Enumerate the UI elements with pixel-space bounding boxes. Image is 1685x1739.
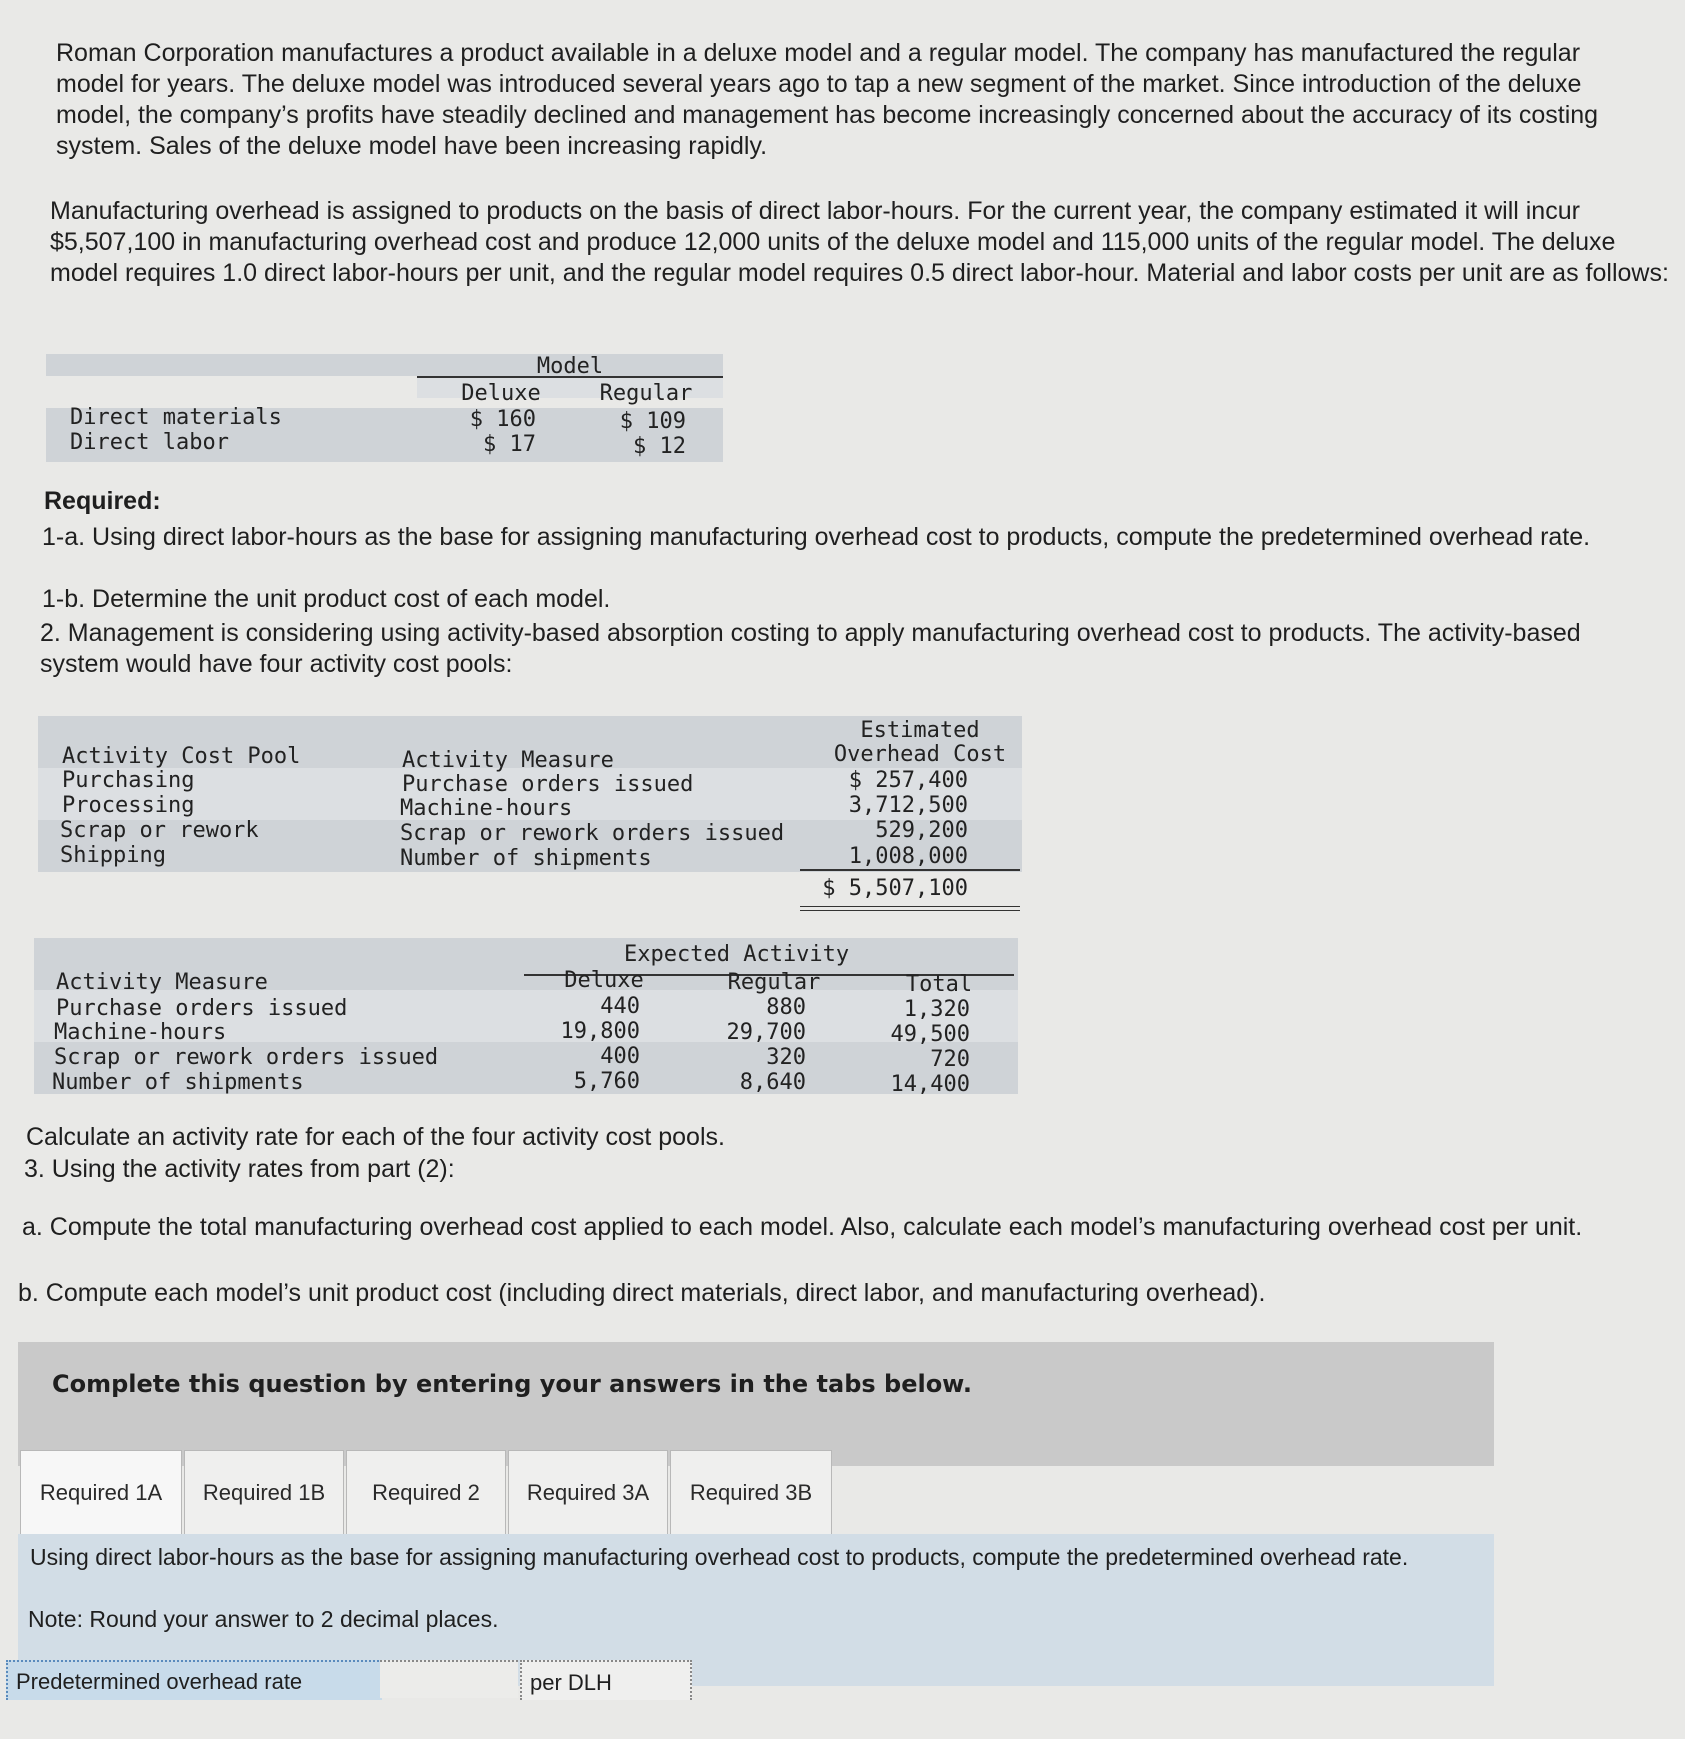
- activity-row-regular: 29,700: [726, 1020, 806, 1045]
- field-unit: [520, 1660, 692, 1700]
- activity-group-header: Expected Activity: [624, 942, 850, 967]
- pool-row-cost: $ 257,400: [848, 768, 968, 793]
- tab-required-3b[interactable]: [670, 1450, 832, 1536]
- cost-row-deluxe: $ 160: [469, 407, 536, 432]
- pool-row-pool: Shipping: [60, 843, 166, 868]
- tab-required-2[interactable]: [346, 1450, 506, 1536]
- banner-text: Complete this question by entering your answers in the tabs below.: [52, 1370, 972, 1398]
- pool-col-cost-line2: Overhead Cost: [833, 742, 1007, 767]
- cost-col-regular: Regular: [599, 381, 693, 406]
- required-heading: Required:: [44, 487, 161, 515]
- activity-row-measure: Scrap or rework orders issued: [54, 1045, 439, 1070]
- activity-row-measure: Number of shipments: [52, 1070, 304, 1095]
- cost-row-label: Direct labor: [70, 430, 229, 455]
- pool-row-cost: 1,008,000: [848, 844, 968, 869]
- pool-row-pool: Purchasing: [62, 768, 195, 793]
- intro-paragraph-1: Roman Corporation manufactures a product available in a deluxe model and a regular model. The company has manufactured the regular model for years. The deluxe model was introduced several years ago to tap a new segment of the market. Since introduction of the deluxe model, the company’s profits have steadily declined and management has become increasingly concerned about the accuracy of its costing system. Sales of the deluxe model have been increasing rapidly.: [56, 39, 1599, 160]
- required-3a: a. Compute the total manufacturing overhead cost applied to each model. Also, calculate each model’s manufacturing overhead cost per unit.: [22, 1213, 1583, 1241]
- pool-row-cost: 3,712,500: [848, 793, 968, 818]
- activity-row-deluxe: 19,800: [560, 1019, 640, 1044]
- pool-row-pool: Processing: [62, 793, 195, 818]
- cost-col-deluxe: Deluxe: [461, 381, 541, 406]
- cost-row-regular: $ 12: [633, 434, 686, 459]
- pool-row-measure: Scrap or rework orders issued: [400, 821, 785, 846]
- tab-label: Required 1A: [39, 1480, 163, 1505]
- activity-row-regular: 320: [766, 1045, 806, 1070]
- cost-row-deluxe: $ 17: [483, 432, 536, 457]
- required-3: 3. Using the activity rates from part (2):: [24, 1155, 455, 1183]
- field-label: [6, 1660, 382, 1700]
- pool-row-measure: Purchase orders issued: [402, 772, 694, 797]
- required-1a: 1-a. Using direct labor-hours as the base for assigning manufacturing overhead cost to products, compute the predetermined overhead rate.: [42, 523, 1591, 551]
- activity-row-total: 1,320: [903, 997, 970, 1022]
- pool-row-measure: Number of shipments: [400, 846, 652, 871]
- activity-col-total: Total: [905, 972, 973, 997]
- required-2: 2. Management is considering using activity-based absorption costing to apply manufacturing overhead cost to products. The activity-based system would have four activity cost pools:: [40, 619, 1581, 678]
- panel-note: Note: Round your answer to 2 decimal places.: [28, 1606, 499, 1632]
- required-1b: 1-b. Determine the unit product cost of each model.: [42, 585, 611, 613]
- activity-table: [34, 938, 1018, 1102]
- panel-instruction: Using direct labor-hours as the base for assigning manufacturing overhead cost to products, compute the predetermined overhead rate.: [30, 1544, 1409, 1570]
- activity-col-measure: Activity Measure: [56, 970, 268, 995]
- tab-label: Required 1B: [202, 1480, 326, 1505]
- activity-row-total: 49,500: [890, 1022, 970, 1047]
- instruction-banner: [18, 1342, 1494, 1466]
- cost-table: [46, 354, 723, 462]
- activity-row-deluxe: 440: [600, 994, 640, 1019]
- cost-row-regular: $ 109: [619, 409, 686, 434]
- pool-row-pool: Scrap or rework: [60, 818, 259, 843]
- pool-row-measure: Machine-hours: [400, 796, 573, 821]
- pool-row-cost: 529,200: [875, 818, 968, 843]
- activity-row-regular: 880: [766, 995, 806, 1020]
- calc-activity-rate: Calculate an activity rate for each of the four activity cost pools.: [26, 1123, 725, 1151]
- activity-col-regular: Regular: [727, 970, 821, 995]
- tab-label: Required 2: [372, 1480, 480, 1505]
- tab-label: Required 3A: [526, 1480, 650, 1505]
- activity-row-deluxe: 5,760: [573, 1069, 640, 1094]
- tab-required-3a[interactable]: [508, 1450, 668, 1536]
- activity-row-regular: 8,640: [739, 1070, 806, 1095]
- field-label-text: Predetermined overhead rate: [16, 1669, 303, 1694]
- tab-required-1a[interactable]: [20, 1450, 182, 1535]
- activity-row-deluxe: 400: [600, 1044, 640, 1069]
- cost-group-header: Model: [536, 354, 604, 379]
- pool-col-pool: Activity Cost Pool: [62, 744, 301, 769]
- activity-row-measure: Purchase orders issued: [56, 996, 348, 1021]
- predetermined-overhead-rate-input[interactable]: [380, 1660, 518, 1698]
- tab-required-1b[interactable]: [184, 1450, 344, 1536]
- required-3b: b. Compute each model’s unit product cost (including direct materials, direct labor, and manufacturing overhead).: [18, 1279, 1266, 1307]
- cost-row-label: Direct materials: [70, 405, 282, 430]
- activity-col-deluxe: Deluxe: [564, 968, 644, 993]
- pool-total: $ 5,507,100: [822, 876, 968, 901]
- activity-row-total: 720: [930, 1047, 970, 1072]
- tab-label: Required 3B: [689, 1480, 813, 1505]
- activity-row-total: 14,400: [890, 1072, 970, 1097]
- intro-paragraph-2: Manufacturing overhead is assigned to products on the basis of direct labor-hours. For the current year, the company estimated it will incur $5,507,100 in manufacturing overhead cost and produce 12,000 units of the deluxe model and 115,000 units of the regular model. The deluxe model requires 1.0 direct labor-hours per unit, and the regular model requires 0.5 direct labor-hour. Material and labor costs per unit are as follows:: [50, 197, 1669, 287]
- pool-col-cost-line1: Estimated: [860, 718, 980, 743]
- field-unit-text: per DLH: [530, 1670, 612, 1695]
- pool-col-measure: Activity Measure: [402, 748, 614, 773]
- activity-row-measure: Machine-hours: [54, 1020, 227, 1045]
- pool-table: [38, 716, 1022, 916]
- answer-row: [6, 1660, 686, 1700]
